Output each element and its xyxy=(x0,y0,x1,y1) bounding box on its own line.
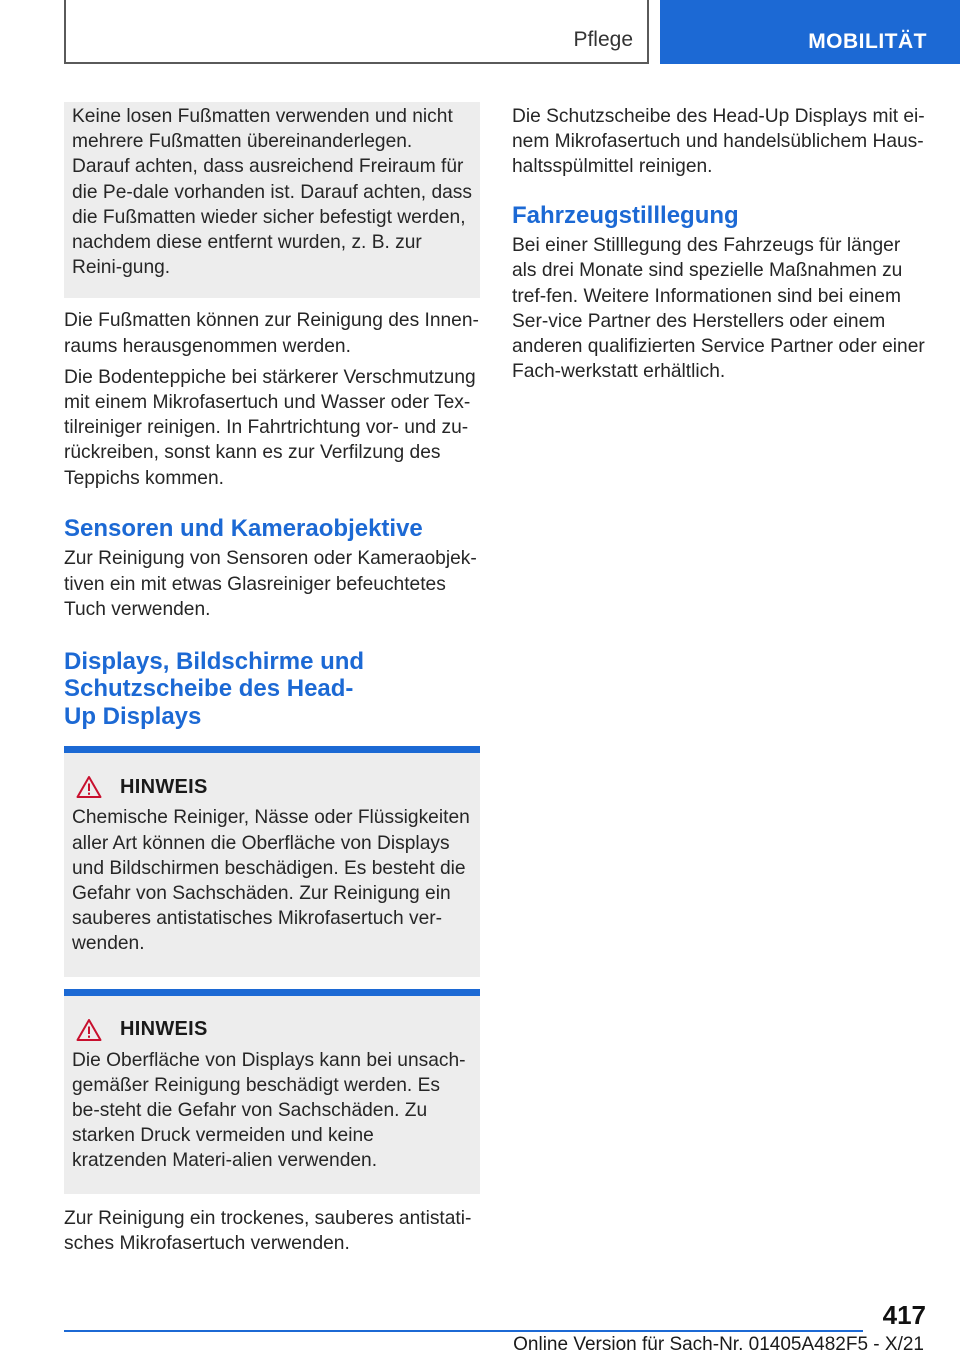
header-section-tab xyxy=(64,0,649,64)
warning-icon xyxy=(76,775,102,799)
floor-mat-removal-text: Die Fußmatten können zur Reinigung des Innen-raums herausgenommen werden. xyxy=(64,310,479,357)
footer-divider xyxy=(64,1330,863,1332)
displays-heading-line-3: Up Displays xyxy=(64,702,202,730)
left-column xyxy=(64,102,480,1256)
notice-header xyxy=(72,773,472,801)
notice-text: Die Oberfläche von Displays kann bei unsach-gemäßer Reinigung beschädigt werden. Es be-steht die Gefahr von Sachschäden. Zu starken Druck vermeiden und keine kratzenden Materi-alien verwenden. xyxy=(72,1049,466,1172)
section-title: Pflege xyxy=(573,28,633,51)
hud-cleaning-text: Die Schutzscheibe des Head-Up Displays mit ei-nem Mikrofasertuch und handelsüblichem Haus-haltsspülmittel reinigen. xyxy=(512,106,925,178)
right-column xyxy=(512,102,926,384)
displays-heading xyxy=(64,648,480,731)
carpet-cleaning-text: Die Bodenteppiche bei stärkerer Verschmutzung mit einem Mikrofasertuch und Wasser oder Tex-tilreiniger reinigen. In Fahrtrichtung vor- und zu-rückreiben, sonst kann es zur Verfilzung des Teppichs kommen. xyxy=(64,366,476,489)
chapter-title: MOBILITÄT xyxy=(808,30,927,53)
displays-heading-line-2: Schutzscheibe des Head- xyxy=(64,675,354,703)
sensors-heading: Sensoren und Kameraobjektive xyxy=(64,514,423,542)
warning-icon xyxy=(76,1018,102,1042)
notice-title: HINWEIS xyxy=(120,775,208,798)
vehicle-storage-heading: Fahrzeugstilllegung xyxy=(512,201,739,229)
floor-mat-warning-text: Keine losen Fußmatten verwenden und nicht mehrere Fußmatten übereinanderlegen. Darauf achten, dass ausreichend Freiraum für die Pe-dale vorhanden ist. Darauf achten, dass die Fußmatten wieder sicher befestigt werden, nachdem diese entfernt wurden, z. B. zur Reini-gung. xyxy=(72,106,472,279)
vehicle-storage-text: Bei einer Stilllegung des Fahrzeugs für länger als drei Monate sind spezielle Maßnahmen zu tref-fen. Weitere Informationen sind bei einem Ser-vice Partner des Herstellers oder einem anderen qualifizierten Service Partner oder einer Fach-werkstatt erhältlich. xyxy=(512,235,925,383)
notice-title: HINWEIS xyxy=(120,1018,208,1041)
displays-heading-line-1: Displays, Bildschirme und xyxy=(64,647,365,675)
header-chapter-tab xyxy=(660,0,960,64)
online-version-note: Online Version für Sach-Nr. 01405A482F5 - X/21 xyxy=(513,1334,924,1355)
page-number: 417 xyxy=(882,1300,926,1330)
notice-box xyxy=(64,989,480,1194)
notice-text: Chemische Reiniger, Nässe oder Flüssigkeiten aller Art können die Oberfläche von Displays und Bildschirmen beschädigen. Es besteht die Gefahr von Sachschäden. Zur Reinigung ein sauberes antistatisches Mikrofasertuch ver-wenden. xyxy=(72,807,470,955)
notice-box xyxy=(64,746,480,976)
floor-mat-warning-box xyxy=(64,102,480,298)
sensors-text: Zur Reinigung von Sensoren oder Kameraobjek-tiven ein mit etwas Glasreiniger befeuchtetes Tuch verwenden. xyxy=(64,548,477,620)
notice-header xyxy=(72,1016,472,1044)
dry-cleaning-text: Zur Reinigung ein trockenes, sauberes antistati-sches Mikrofasertuch verwenden. xyxy=(64,1207,472,1254)
